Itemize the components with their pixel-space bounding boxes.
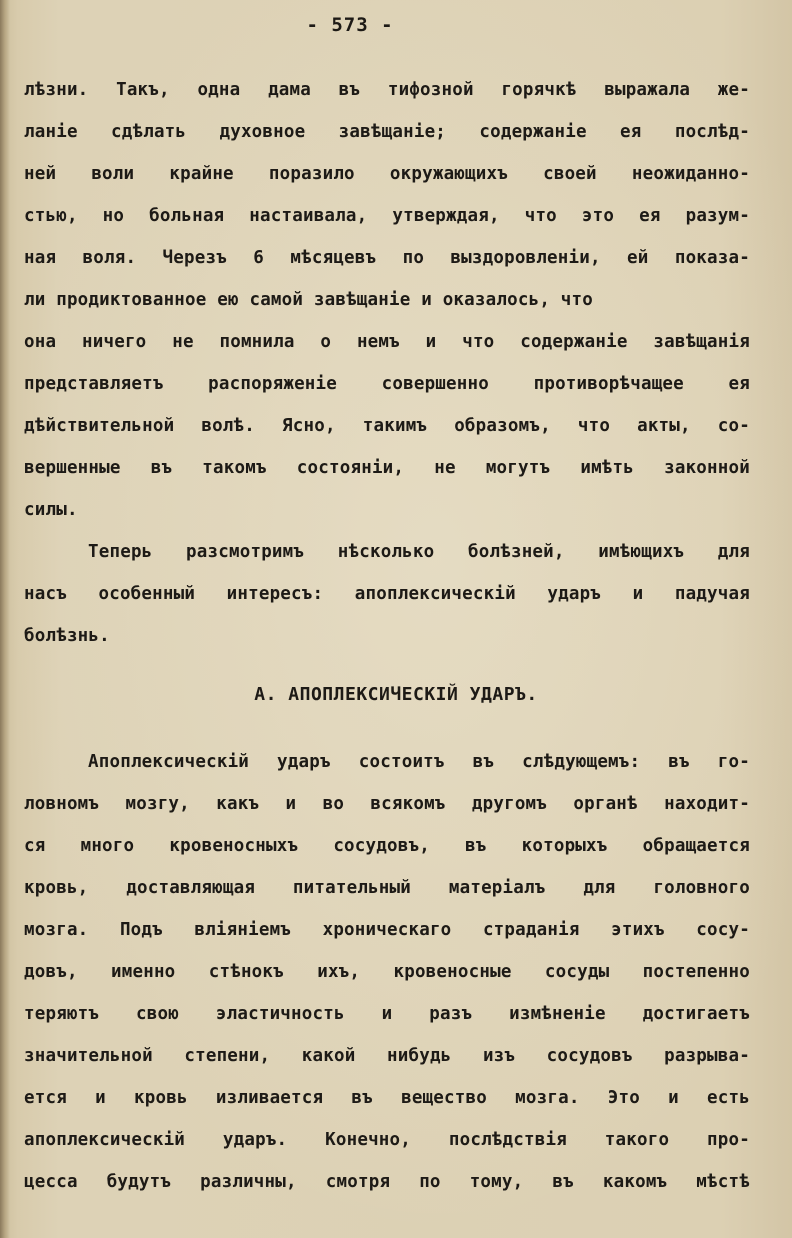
- text-line: лѣзни. Такъ, одна дама въ тифозной горячкѣ выражала же-: [24, 80, 750, 100]
- text-line: болѣзнь.: [24, 626, 110, 646]
- text-line: цесса будутъ различны, смотря по тому, въ какомъ мѣстѣ: [24, 1172, 750, 1192]
- text-line: кровь, доставляющая питательный матеріалъ для головного: [24, 878, 750, 898]
- text-line: теряютъ свою эластичность и разъ измѣненіе достигаетъ: [24, 1004, 750, 1024]
- text-line: стью, но больная настаивала, утверждая, что это ея разум-: [24, 206, 750, 226]
- page-number: - 573 -: [306, 14, 394, 36]
- text-line: ловномъ мозгу, какъ и во всякомъ другомъ органѣ находит-: [24, 794, 750, 814]
- section-heading: А. АПОПЛЕКСИЧЕСКІЙ УДАРЪ.: [254, 684, 538, 705]
- text-line: ется и кровь изливается въ вещество мозга. Это и есть: [24, 1088, 750, 1108]
- text-line: значительной степени, какой нибудь изъ сосудовъ разрыва-: [24, 1046, 750, 1066]
- text-line: ли продиктованное ею самой завѣщаніе и оказалось, что: [24, 290, 594, 310]
- text-line: она ничего не помнила о немъ и что содержаніе завѣщанія: [24, 332, 750, 352]
- text-line: насъ особенный интересъ: апоплексическій ударъ и падучая: [24, 584, 750, 604]
- text-line: мозга. Подъ вліяніемъ хроническаго страданія этихъ сосу-: [24, 920, 750, 940]
- text-line: Теперь разсмотримъ нѣсколько болѣзней, имѣющихъ для: [88, 542, 750, 562]
- text-line: довъ, именно стѣнокъ ихъ, кровеносные сосуды постепенно: [24, 962, 750, 982]
- text-line: силы.: [24, 500, 78, 520]
- text-line: дѣйствительной волѣ. Ясно, такимъ образомъ, что акты, со-: [24, 416, 750, 436]
- page-binding-edge: [0, 0, 10, 1238]
- text-line: ланіе сдѣлать духовное завѣщаніе; содержаніе ея послѣд-: [24, 122, 750, 142]
- text-line: апоплексическій ударъ. Конечно, послѣдствія такого про-: [24, 1130, 750, 1150]
- text-line: ная воля. Черезъ 6 мѣсяцевъ по выздоровленіи, ей показа-: [24, 248, 750, 268]
- text-line: представляетъ распоряженіе совершенно противорѣчащее ея: [24, 374, 750, 394]
- text-line: ся много кровеносныхъ сосудовъ, въ которыхъ обращается: [24, 836, 750, 856]
- text-line: Апоплексическій ударъ состоитъ въ слѣдующемъ: въ го-: [88, 752, 750, 772]
- text-line: ней воли крайне поразило окружающихъ своей неожиданно-: [24, 164, 750, 184]
- text-line: вершенные въ такомъ состояніи, не могутъ имѣть законной: [24, 458, 750, 478]
